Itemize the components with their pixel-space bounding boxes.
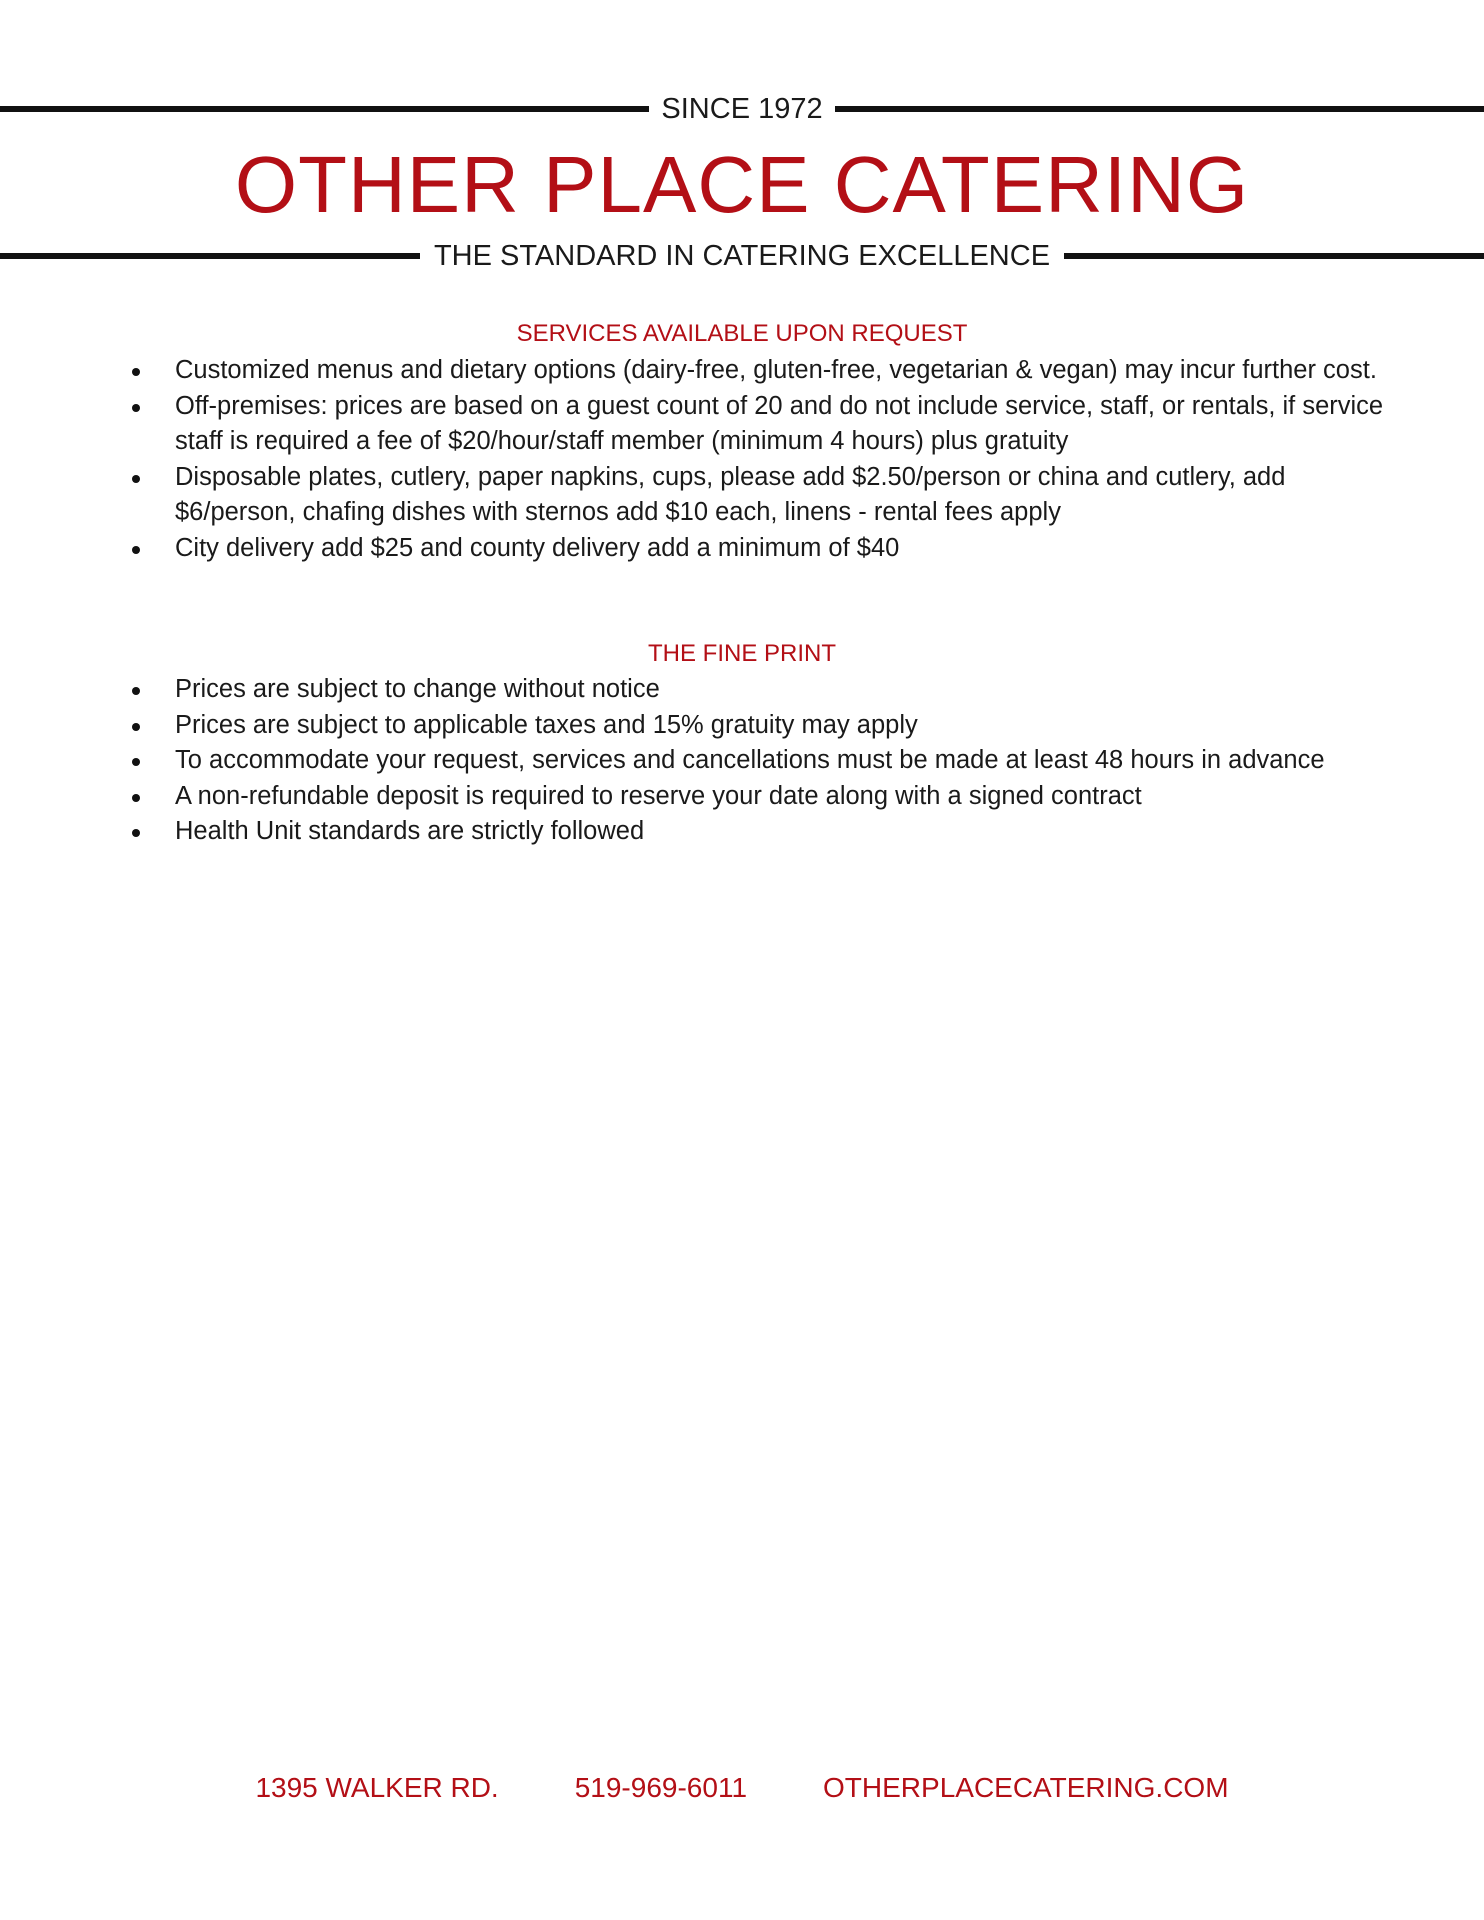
list-item-text: To accommodate your request, services and cancellations must be made at least 48 hours in advance xyxy=(175,746,1325,774)
list-item-text: Disposable plates, cutlery, paper napkins, cups, please add $2.50/person or china and cutlery, add $6/person, chafing dishes with sternos add $10 each, linens - rental fees apply xyxy=(175,462,1286,526)
list-item xyxy=(0,672,1484,708)
list-item xyxy=(0,460,1484,531)
bullet-icon xyxy=(132,368,140,376)
list-item xyxy=(0,814,1484,850)
right-divider-line xyxy=(1064,253,1484,259)
list-item-text: A non-refundable deposit is required to reserve your date along with a signed contract xyxy=(175,781,1142,810)
bullet-icon xyxy=(132,723,140,731)
list-item xyxy=(0,389,1484,460)
bullet-icon xyxy=(132,829,140,837)
list-item-text: Off-premises: prices are based on a guest count of 20 and do not include service, staff, or rentals, if service staff is required a fee of $20/hour/staff member (minimum 4 hours) plus gratuity xyxy=(175,391,1384,455)
website-link[interactable]: OTHERPLACECATERING.COM xyxy=(823,1772,1229,1803)
list-item-text: Prices are subject to applicable taxes and 15% gratuity may apply xyxy=(175,710,918,739)
list-item-text: Prices are subject to change without notice xyxy=(175,675,660,703)
right-divider-line xyxy=(835,106,1484,112)
list-item xyxy=(0,779,1484,815)
brand-title: OTHER PLACE CATERING xyxy=(234,140,1250,229)
bullet-icon xyxy=(132,687,140,695)
since-label: SINCE 1972 xyxy=(661,92,823,125)
list-item-text: City delivery add $25 and county delivery add a minimum of $40 xyxy=(175,533,900,562)
list-item-text: Customized menus and dietary options (dairy-free, gluten-free, vegetarian & vegan) may incur further cost. xyxy=(175,356,1377,384)
bullet-icon xyxy=(132,546,140,554)
services-heading: SERVICES AVAILABLE UPON REQUEST xyxy=(516,320,968,347)
tagline: THE STANDARD IN CATERING EXCELLENCE xyxy=(433,239,1051,272)
phone-text: 519-969-6011 xyxy=(574,1772,748,1803)
list-item-text: Health Unit standards are strictly followed xyxy=(175,817,645,845)
bullet-icon xyxy=(132,404,140,412)
list-item xyxy=(0,353,1484,389)
left-divider-line xyxy=(0,106,649,112)
list-item xyxy=(0,531,1484,567)
fine-print-list xyxy=(0,672,1484,850)
bullet-icon xyxy=(132,758,140,766)
bullet-icon xyxy=(132,794,140,802)
services-list xyxy=(0,353,1484,566)
list-item xyxy=(0,708,1484,744)
contact-footer xyxy=(0,1770,1484,1806)
bullet-icon xyxy=(132,475,140,483)
tagline-rule-row xyxy=(0,237,1484,275)
list-item xyxy=(0,743,1484,779)
address-text: 1395 WALKER RD. xyxy=(255,1772,499,1803)
left-divider-line xyxy=(0,253,420,259)
since-rule-row xyxy=(0,88,1484,130)
fine-print-heading: THE FINE PRINT xyxy=(647,640,836,667)
